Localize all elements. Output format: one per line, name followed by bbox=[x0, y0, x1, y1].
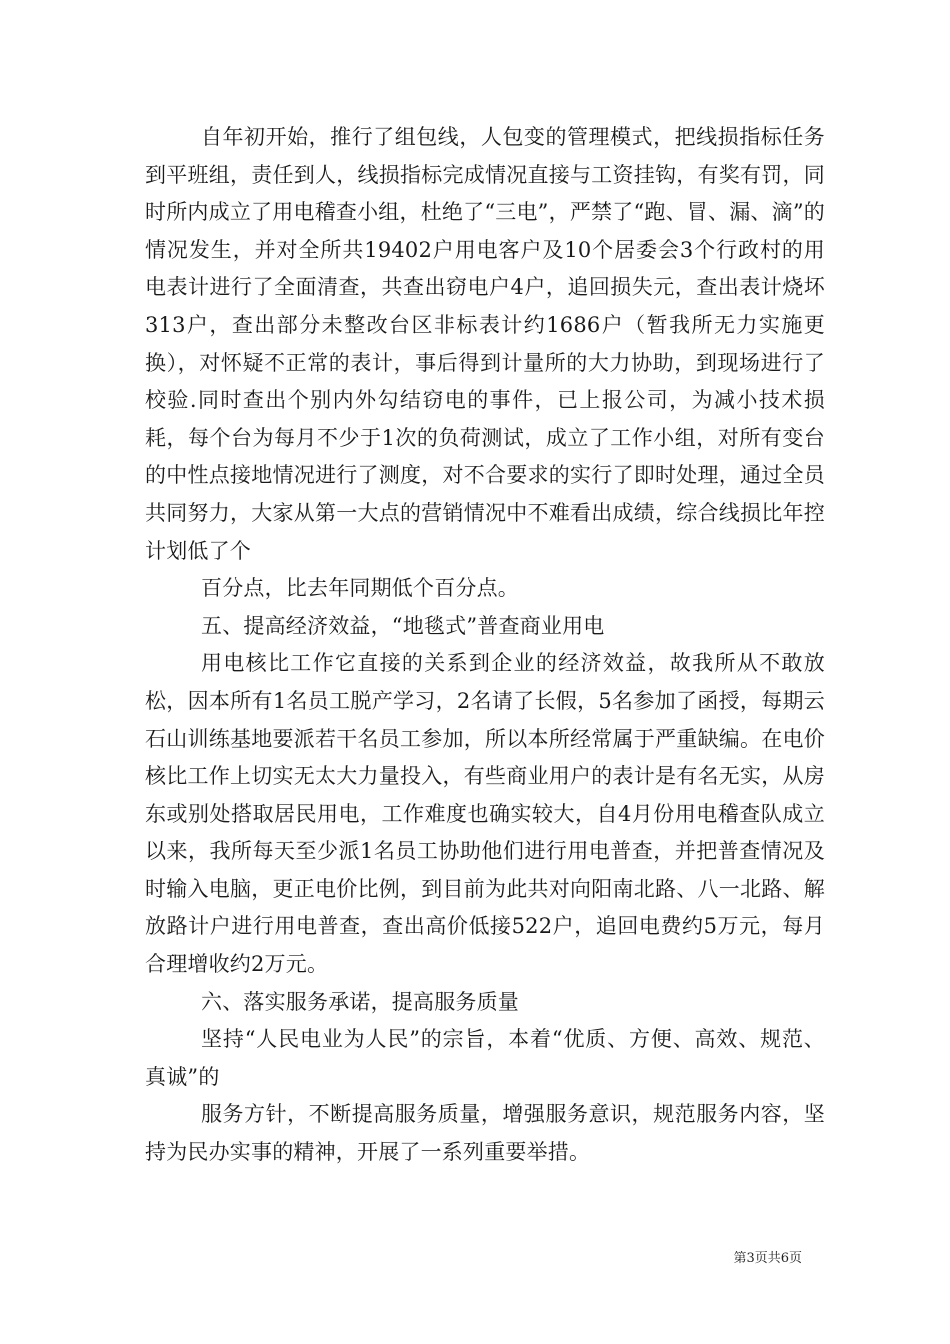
paragraph-service-policy: 服务方针，不断提高服务质量，增强服务意识，规范服务内容，坚持为民办实事的精神，开展了一系列重要举措。 bbox=[145, 1102, 825, 1165]
section-heading-service-commitment: 六、落实服务承诺，提高服务质量 bbox=[201, 989, 519, 1014]
section-heading-economic-benefit: 五、提高经济效益，“地毯式”普查商业用电 bbox=[201, 613, 605, 638]
paragraph-line-loss-management: 自年初开始，推行了组包线，人包变的管理模式，把线损指标任务到平班组，责任到人，线损指标完成情况直接与工资挂钩，有奖有罚，同时所内成立了用电稽查小组，杜绝了“三电”，严禁了“跑、冒、漏、滴”的情况发生，并对全所共19402户用电客户及10个居委会3个行政村的用电表计进行了全面清查，共查出窃电户4户，追回损失元，查出表计烧坏313户，查出部分未整改台区非标表计约1686户（暂我所无力实施更换），对怀疑不正常的表计，事后得到计量所的大力协助，到现场进行了校验.同时查出个别内外勾结窃电的事件，已上报公司，为减小技术损耗，每个台为每月不少于1次的负荷测试，成立了工作小组，对所有变台的中性点接地情况进行了测度，对不合要求的实行了即时处理，通过全员共同努力，大家从第一大点的营销情况中不难看出成绩，综合线损比年控计划低了个 bbox=[145, 125, 825, 563]
paragraph-electricity-price-check: 用电核比工作它直接的关系到企业的经济效益，故我所从不敢放松，因本所有1名员工脱产学习，2名请了长假，5名参加了函授，每期云石山训练基地要派若干名员工参加，所以本所经常属于严重缺编。在电价核比工作上切实无太大力量投入，有些商业用户的表计是有名无实，从房东或别处搭取居民用电，工作难度也确实较大，自4月份用电稽查队成立以来，我所每天至少派1名员工协助他们进行用电普查，并把普查情况及时输入电脑，更正电价比例，到目前为此共对向阳南北路、八一北路、解放路计户进行用电普查，查出高价低接522户，追回电费约5万元，每月合理增收约2万元。 bbox=[145, 651, 825, 977]
document-body bbox=[145, 119, 825, 1172]
page-number-footer: 第3页共6页 bbox=[733, 1251, 802, 1266]
paragraph-percentage-continuation: 百分点，比去年同期低个百分点。 bbox=[201, 576, 519, 601]
paragraph-service-tenet: 坚持“人民电业为人民”的宗旨，本着“优质、方便、高效、规范、真诚”的 bbox=[145, 1027, 825, 1089]
